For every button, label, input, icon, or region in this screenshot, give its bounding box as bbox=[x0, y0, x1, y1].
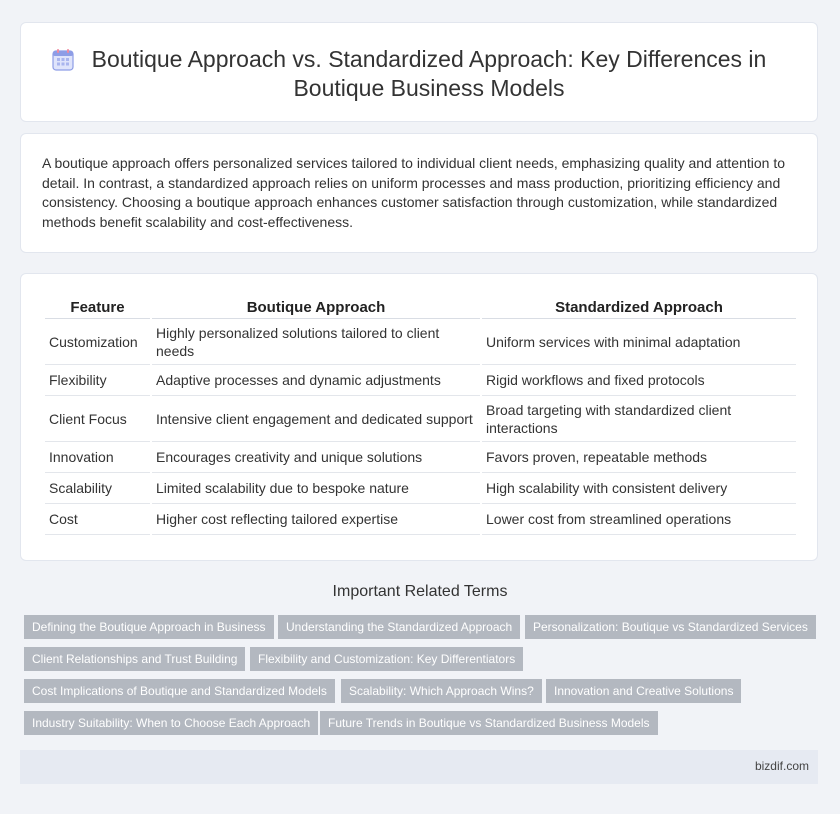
table-row bbox=[45, 504, 796, 535]
boutique-cell: Intensive client engagement and dedicated support bbox=[152, 396, 480, 442]
site-credit[interactable]: bizdif.com bbox=[754, 759, 809, 773]
standardized-cell: Uniform services with minimal adaptation bbox=[482, 319, 796, 365]
related-term-tag[interactable]: Cost Implications of Boutique and Standardized Models bbox=[24, 679, 335, 703]
comparison-card bbox=[20, 273, 818, 561]
table-row bbox=[45, 396, 796, 442]
page-title: Boutique Approach vs. Standardized Approach: Key Differences in Boutique Business Models bbox=[91, 46, 767, 101]
boutique-cell: Highly personalized solutions tailored to client needs bbox=[152, 319, 480, 365]
related-terms-title: Important Related Terms bbox=[332, 583, 508, 600]
standardized-cell: High scalability with consistent delivery bbox=[482, 473, 796, 504]
standardized-cell: Favors proven, repeatable methods bbox=[482, 442, 796, 473]
table-row bbox=[45, 442, 796, 473]
feature-cell: Scalability bbox=[45, 473, 150, 504]
header-standardized: Standardized Approach bbox=[482, 297, 796, 319]
table-row bbox=[45, 319, 796, 365]
header-card bbox=[20, 22, 818, 122]
related-term-tag[interactable]: Future Trends in Boutique vs Standardized Business Models bbox=[320, 711, 658, 735]
feature-cell: Innovation bbox=[45, 442, 150, 473]
feature-cell: Cost bbox=[45, 504, 150, 535]
comparison-table bbox=[43, 297, 798, 535]
related-term-tag[interactable]: Client Relationships and Trust Building bbox=[24, 647, 245, 671]
boutique-cell: Limited scalability due to bespoke nature bbox=[152, 473, 480, 504]
feature-cell: Client Focus bbox=[45, 396, 150, 442]
header-feature: Feature bbox=[45, 297, 150, 319]
related-term-tag[interactable]: Defining the Boutique Approach in Business bbox=[24, 615, 274, 639]
related-term-tag[interactable]: Understanding the Standardized Approach bbox=[278, 615, 520, 639]
related-term-tag[interactable]: Personalization: Boutique vs Standardized Services bbox=[525, 615, 816, 639]
table-row bbox=[45, 473, 796, 504]
feature-cell: Flexibility bbox=[45, 365, 150, 396]
boutique-cell: Encourages creativity and unique solutions bbox=[152, 442, 480, 473]
related-term-tag[interactable]: Industry Suitability: When to Choose Each Approach bbox=[24, 711, 318, 735]
boutique-cell: Adaptive processes and dynamic adjustments bbox=[152, 365, 480, 396]
feature-cell: Customization bbox=[45, 319, 150, 365]
boutique-cell: Higher cost reflecting tailored expertise bbox=[152, 504, 480, 535]
standardized-cell: Rigid workflows and fixed protocols bbox=[482, 365, 796, 396]
standardized-cell: Lower cost from streamlined operations bbox=[482, 504, 796, 535]
table-row bbox=[45, 365, 796, 396]
intro-card bbox=[20, 133, 818, 253]
related-term-tag[interactable]: Scalability: Which Approach Wins? bbox=[341, 679, 542, 703]
related-term-tag[interactable]: Innovation and Creative Solutions bbox=[546, 679, 741, 703]
related-term-tag[interactable]: Flexibility and Customization: Key Differentiators bbox=[250, 647, 523, 671]
header-boutique: Boutique Approach bbox=[152, 297, 480, 319]
intro-paragraph: A boutique approach offers personalized services tailored to individual client needs, emphasizing quality and attention to detail. In contrast, a standardized approach relies on uniform processes and mass production, prioritizing efficiency and consistency. Choosing a boutique approach enhances customer satisfaction through customization, while standardized methods benefit scalability and cost-effectiveness. bbox=[42, 155, 785, 230]
footer bbox=[20, 750, 818, 784]
standardized-cell: Broad targeting with standardized client interactions bbox=[482, 396, 796, 442]
